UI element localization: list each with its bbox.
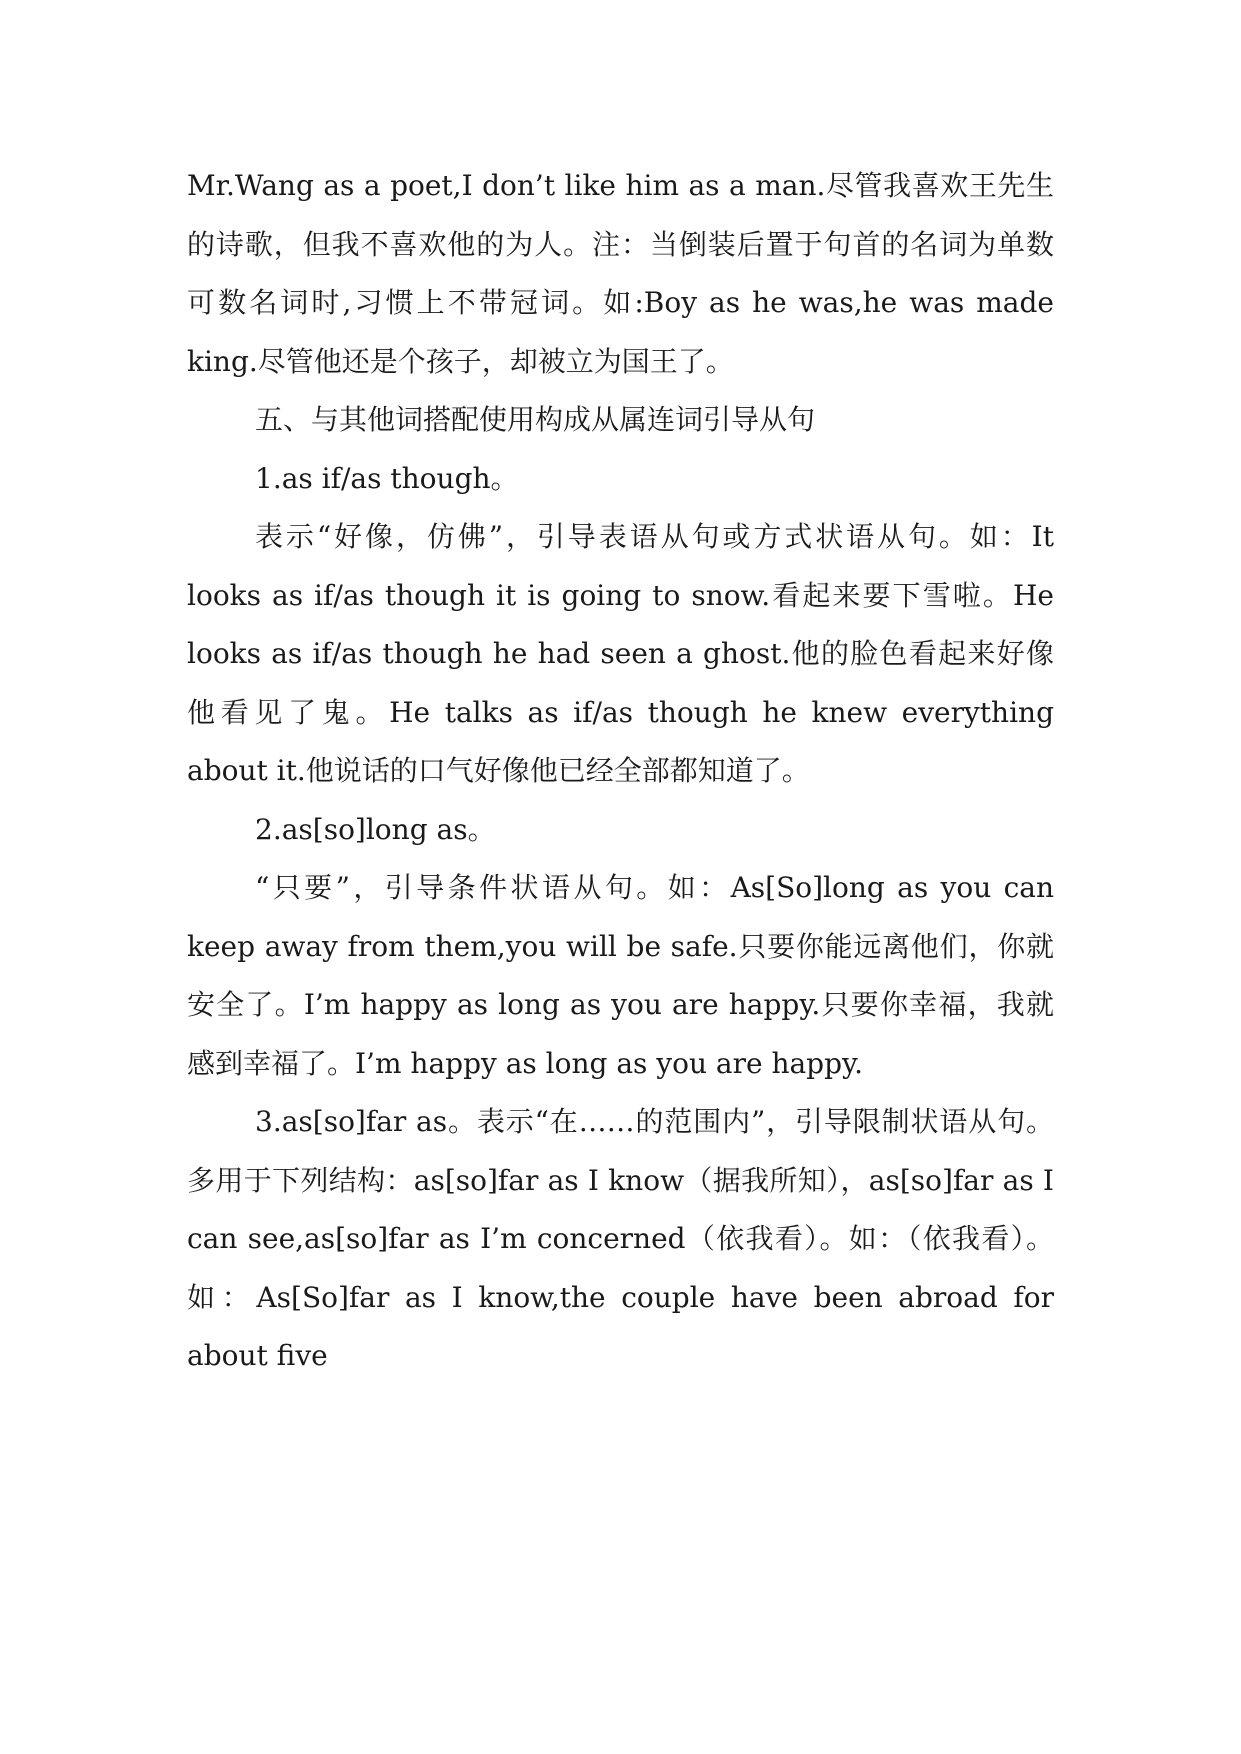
paragraph-as-long-as-explanation: “只要”，引导条件状语从句。如：As[So]long as you can keep away from them,you will be safe.只要你能远离他们，你就安全了。I’m happy as long as you are happy.只要你幸福，我就感到幸福了。I’m happy as long as you are happy. [187, 871, 1054, 1080]
document-body [187, 157, 1054, 1386]
paragraph-as-concession-example: Mr.Wang as a poet,I don’t like him as a man.尽管我喜欢王先生的诗歌，但我不喜欢他的为人。注：当倒装后置于句首的名词为单数可数名词时,习惯上不带冠词。如:Boy as he was,he was made king.尽管他还是个孩子，却被立为国王了。 [187, 169, 1054, 378]
item-heading-as-if: 1.as if/as though。 [255, 461, 519, 495]
item-heading-as-long-as: 2.as[so]long as。 [255, 812, 496, 846]
section-heading-subordinate-conjunctions: 五、与其他词搭配使用构成从属连词引导从句 [255, 403, 816, 436]
paragraph-as-if-explanation: 表示“好像，仿佛”，引导表语从句或方式状语从句。如：It looks as if/as though it is going to snow.看起来要下雪啦。He looks as if/as though he had seen a ghost.他的脸色看起来好像他看见了鬼。He talks as if/as though he knew everything about it.他说话的口气好像他已经全部都知道了。 [187, 520, 1054, 787]
paragraph-as-far-as-explanation: 3.as[so]far as。表示“在……的范围内”，引导限制状语从句。多用于下列结构：as[so]far as I know（据我所知），as[so]far as I can see,as[so]far as I’m concerned（依我看）。如：（依我看）。如：As[So]far as I know,the couple have been abroad for about five [187, 1105, 1054, 1372]
